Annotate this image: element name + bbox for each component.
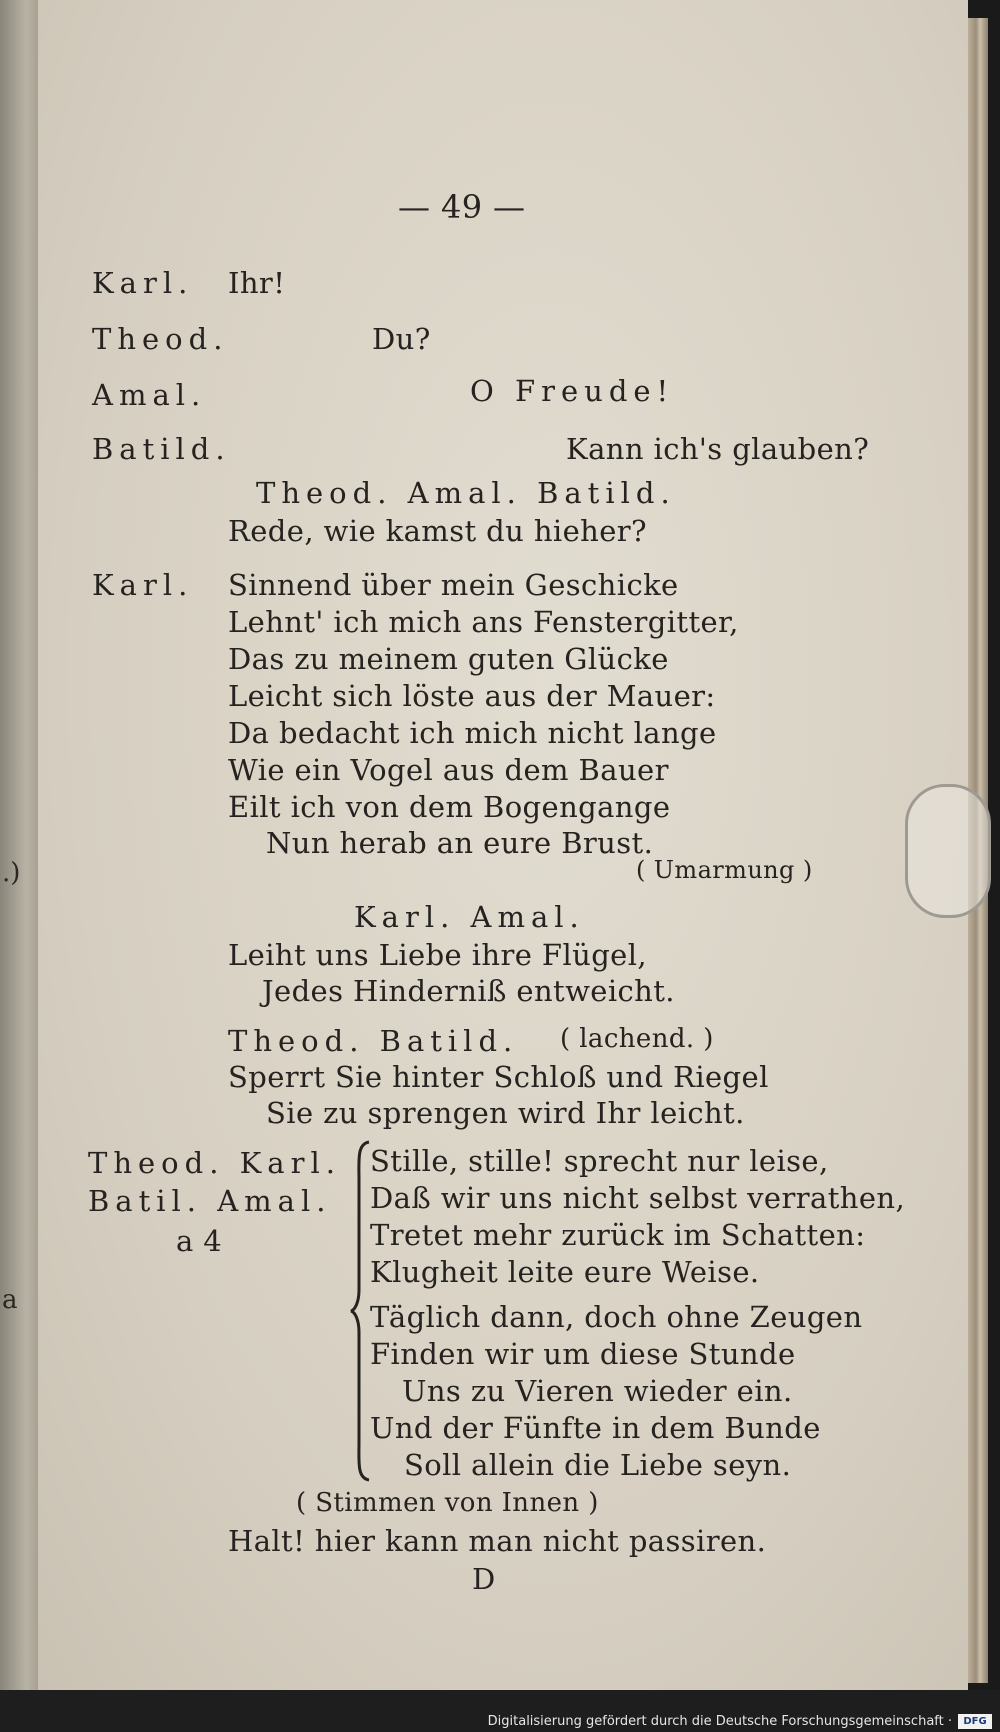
verse-line: Leicht sich löste aus der Mauer: [228,679,716,713]
speaker-amal: Amal. [92,378,207,412]
stage-direction: ( Stimmen von Innen ) [296,1488,599,1518]
stage-direction: ( lachend. ) [560,1024,714,1054]
verse-line: Klugheit leite eure Weise. [370,1255,760,1289]
verse-line: Leiht uns Liebe ihre Flügel, [228,938,648,972]
verse-line: Nun herab an eure Brust. [266,826,654,860]
page-number: — 49 — [398,188,526,226]
verse-line: Sie zu sprengen wird Ihr leicht. [266,1096,745,1130]
line-karl: Ihr! [228,266,286,300]
page-clasp [905,784,991,918]
footer-bar [0,1690,1000,1732]
verse-line: Rede, wie kamst du hieher? [228,514,647,548]
left-page-fragment: a [2,1285,18,1315]
curly-brace [349,1140,371,1482]
verse-line: Jedes Hinderniß entweicht. [262,974,675,1008]
group-header: Theod. Amal. Batild. [256,476,676,510]
verse-line: Wie ein Vogel aus dem Bauer [228,753,669,787]
speaker-karl: Karl. [92,266,194,300]
verse-line: Lehnt' ich mich ans Fenstergitter, [228,605,739,639]
quartet-marker: a 4 [176,1224,223,1258]
catchword: D [472,1562,496,1596]
quartet-speakers: Theod. Karl. [88,1146,341,1180]
footer-credit: Digitalisierung gefördert durch die Deutsche Forschungsgemeinschaft · [487,1714,952,1729]
speaker-theod: Theod. [92,322,229,356]
verse-line: Sperrt Sie hinter Schloß und Riegel [228,1060,769,1094]
verse-line: Halt! hier kann man nicht passiren. [228,1524,767,1558]
verse-line: Stille, stille! sprecht nur leise, [370,1144,829,1178]
verse-line: Sinnend über mein Geschicke [228,568,679,602]
quartet-speakers: Batil. Amal. [88,1184,332,1218]
left-page-fragment: .) [2,858,21,888]
verse-line: Uns zu Vieren wieder ein. [402,1374,793,1408]
stage-direction: ( Umarmung ) [636,856,813,884]
line-amal: O Freude! [470,374,675,408]
speaker-batild: Batild. [92,432,231,466]
verse-line: Täglich dann, doch ohne Zeugen [370,1300,863,1334]
verse-line: Eilt ich von dem Bogengange [228,790,671,824]
line-theod: Du? [372,322,431,356]
verse-line: Das zu meinem guten Glücke [228,642,669,676]
line-batild: Kann ich's glauben? [566,432,870,466]
verse-line: Da bedacht ich mich nicht lange [228,716,717,750]
verse-line: Daß wir uns nicht selbst verrathen, [370,1181,906,1215]
group-header: Karl. Amal. [354,900,585,934]
dfg-logo: DFG [958,1714,992,1729]
left-page-edge [0,0,38,1690]
verse-line: Tretet mehr zurück im Schatten: [370,1218,866,1252]
verse-line: Soll allein die Liebe seyn. [404,1448,792,1482]
verse-line: Finden wir um diese Stunde [370,1337,796,1371]
speaker-karl: Karl. [92,568,194,602]
group-header: Theod. Batild. [228,1024,519,1058]
verse-line: Und der Fünfte in dem Bunde [370,1411,821,1445]
